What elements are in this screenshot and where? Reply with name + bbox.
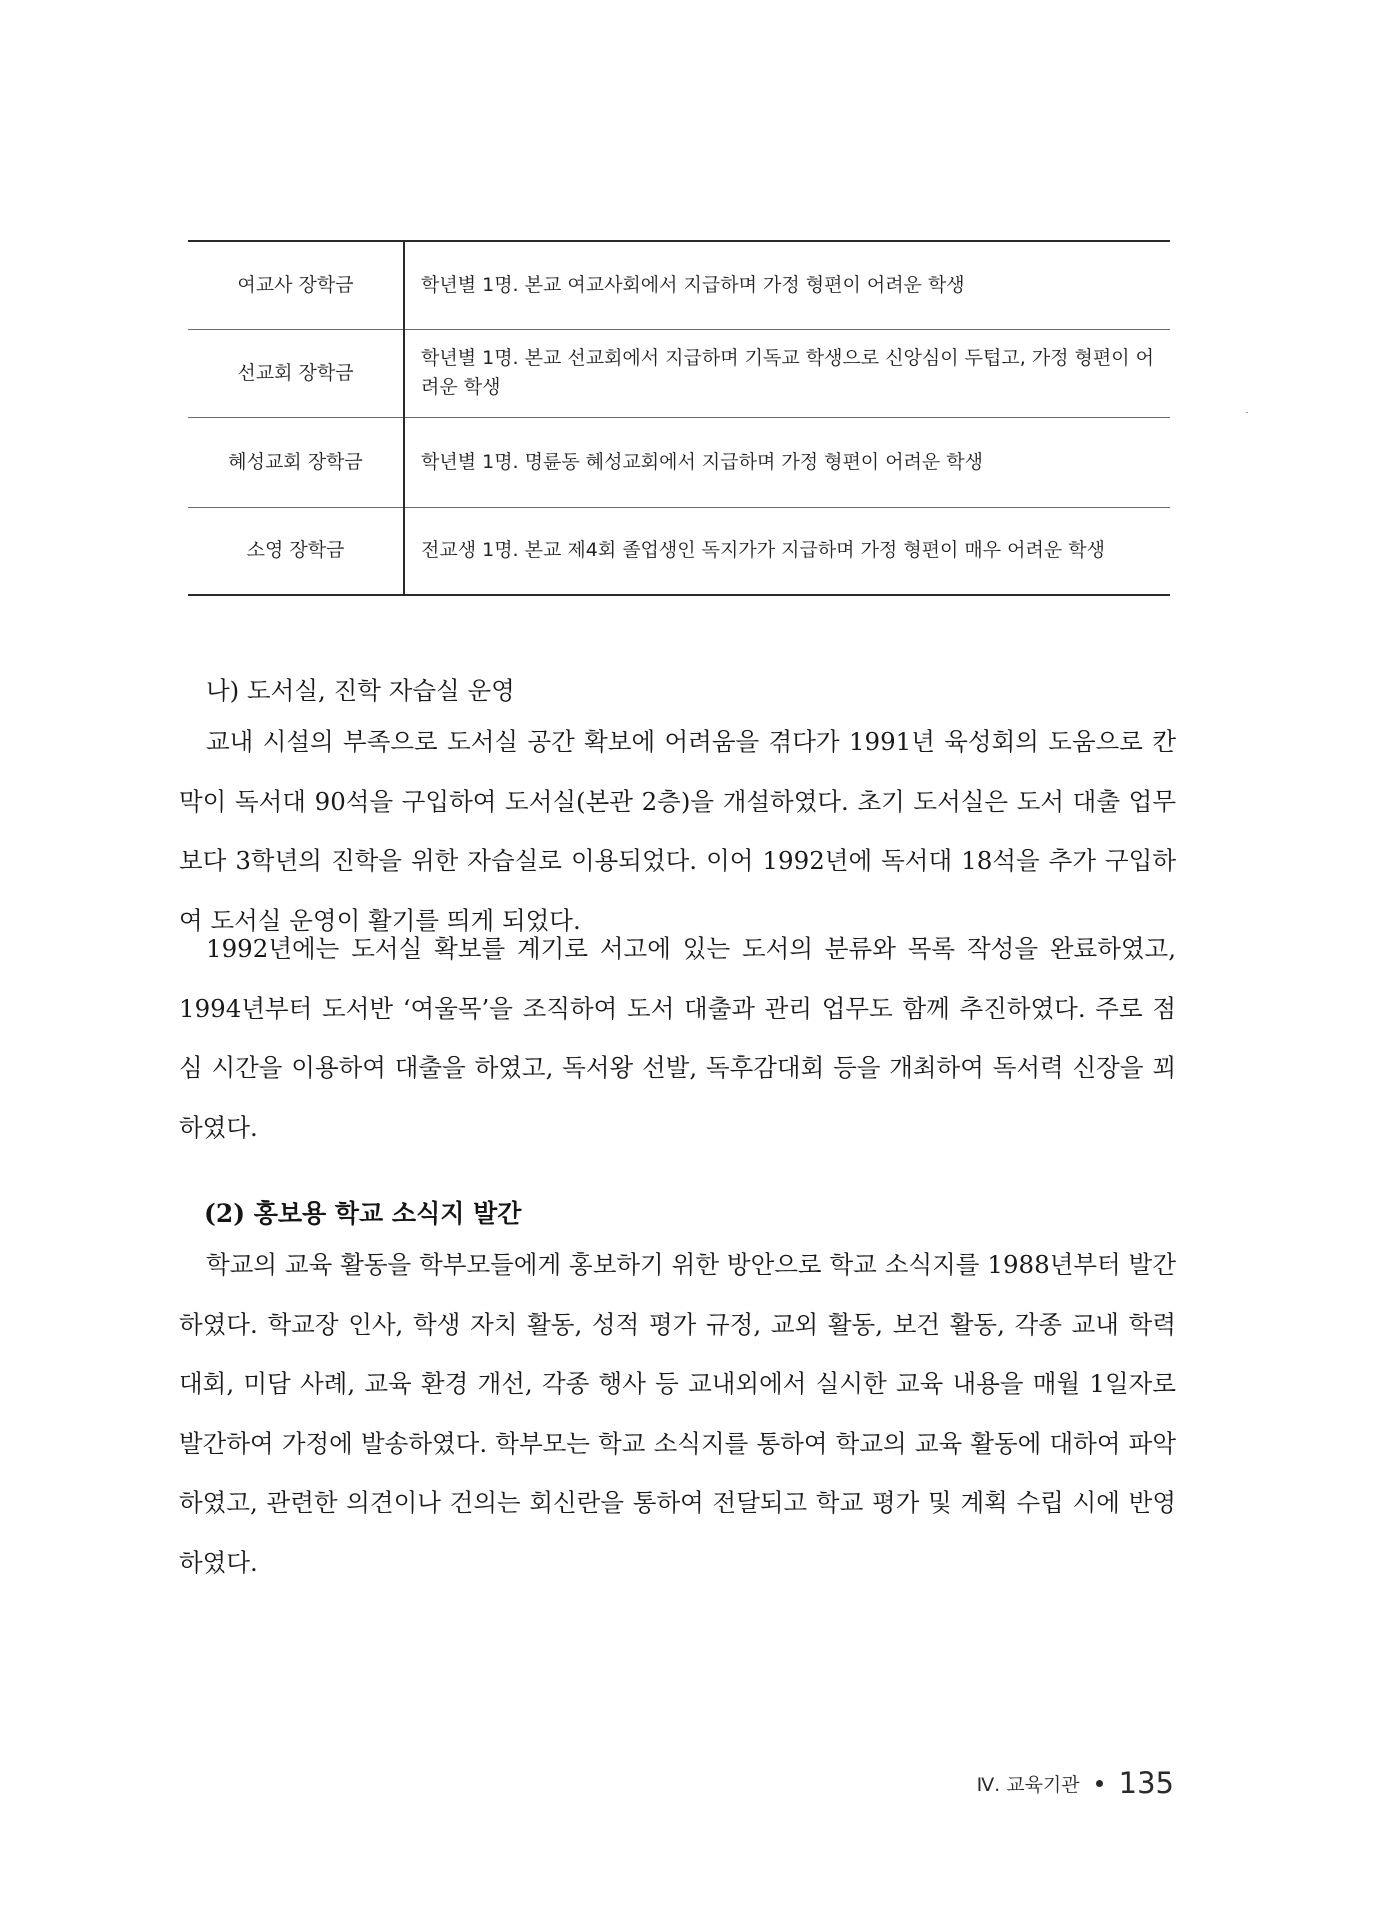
scholarship-table bbox=[188, 240, 1170, 596]
table-row bbox=[188, 507, 1170, 595]
page-footer bbox=[977, 1763, 1174, 1803]
library-paragraph-1: 교내 시설의 부족으로 도서실 공간 확보에 어려움을 겪다가 1991년 육성회의 도움으로 칸막이 독서대 90석을 구입하여 도서실(본관 2층)을 개설하였다. 초기 도서실은 도서 대출 업무보다 3학년의 진학을 위한 자습실로 이용되었다. 이어 1992년에 독서대 18석을 추가 구입하여 도서실 운영이 활기를 띄게 되었다. bbox=[179, 727, 1176, 935]
table-row bbox=[188, 417, 1170, 507]
scan-mark bbox=[1246, 412, 1248, 413]
scholarship-description: 학년별 1명. 명륜동 혜성교회에서 지급하며 가정 형편이 어려운 학생 bbox=[421, 450, 984, 473]
scholarship-name: 혜성교회 장학금 bbox=[188, 417, 404, 507]
page-number: 135 bbox=[1118, 1766, 1174, 1800]
library-subheading: 나) 도서실, 진학 자습실 운영 bbox=[206, 676, 515, 705]
scholarship-name: 선교회 장학금 bbox=[188, 329, 404, 417]
bullet-icon bbox=[1096, 1780, 1103, 1787]
scholarship-name: 소영 장학금 bbox=[188, 507, 404, 595]
scholarship-description: 학년별 1명. 본교 여교사회에서 지급하며 가정 형편이 어려운 학생 bbox=[421, 273, 965, 296]
table-row bbox=[188, 329, 1170, 417]
newsletter-section-heading: (2) 홍보용 학교 소식지 발간 bbox=[204, 1199, 522, 1228]
scholarship-description: 전교생 1명. 본교 제4회 졸업생인 독지가가 지급하며 가정 형편이 매우 어려운 학생 bbox=[421, 539, 1105, 562]
table-row bbox=[188, 241, 1170, 329]
footer-chapter-title: Ⅳ. 교육기관 bbox=[976, 1773, 1080, 1796]
scholarship-name: 여교사 장학금 bbox=[188, 241, 404, 329]
newsletter-paragraph: 학교의 교육 활동을 학부모들에게 홍보하기 위한 방안으로 학교 소식지를 1988년부터 발간하였다. 학교장 인사, 학생 자치 활동, 성적 평가 규정, 교외 활동, 보건 활동, 각종 교내 학력 대회, 미담 사례, 교육 환경 개선, 각종 행사 등 교내외에서 실시한 교육 내용을 매월 1일자로 발간하여 가정에 발송하였다. 학부모는 학교 소식지를 통하여 학교의 교육 활동에 대하여 파악하였고, 관련한 의견이나 건의는 회신란을 통하여 전달되고 학교 평가 및 계획 수립 시에 반영하였다. bbox=[179, 1250, 1176, 1577]
scholarship-description: 학년별 1명. 본교 선교회에서 지급하며 기독교 학생으로 신앙심이 두텁고, 가정 형편이 어려운 학생 bbox=[421, 347, 1154, 398]
library-paragraph-2: 1992년에는 도서실 확보를 계기로 서고에 있는 도서의 분류와 목록 작성을 완료하였고, 1994년부터 도서반 ‘여울목’을 조직하여 도서 대출과 관리 업무도 함께 추진하였다. 주로 점심 시간을 이용하여 대출을 하였고, 독서왕 선발, 독후감대회 등을 개최하여 독서력 신장을 꾀하였다. bbox=[179, 934, 1176, 1142]
